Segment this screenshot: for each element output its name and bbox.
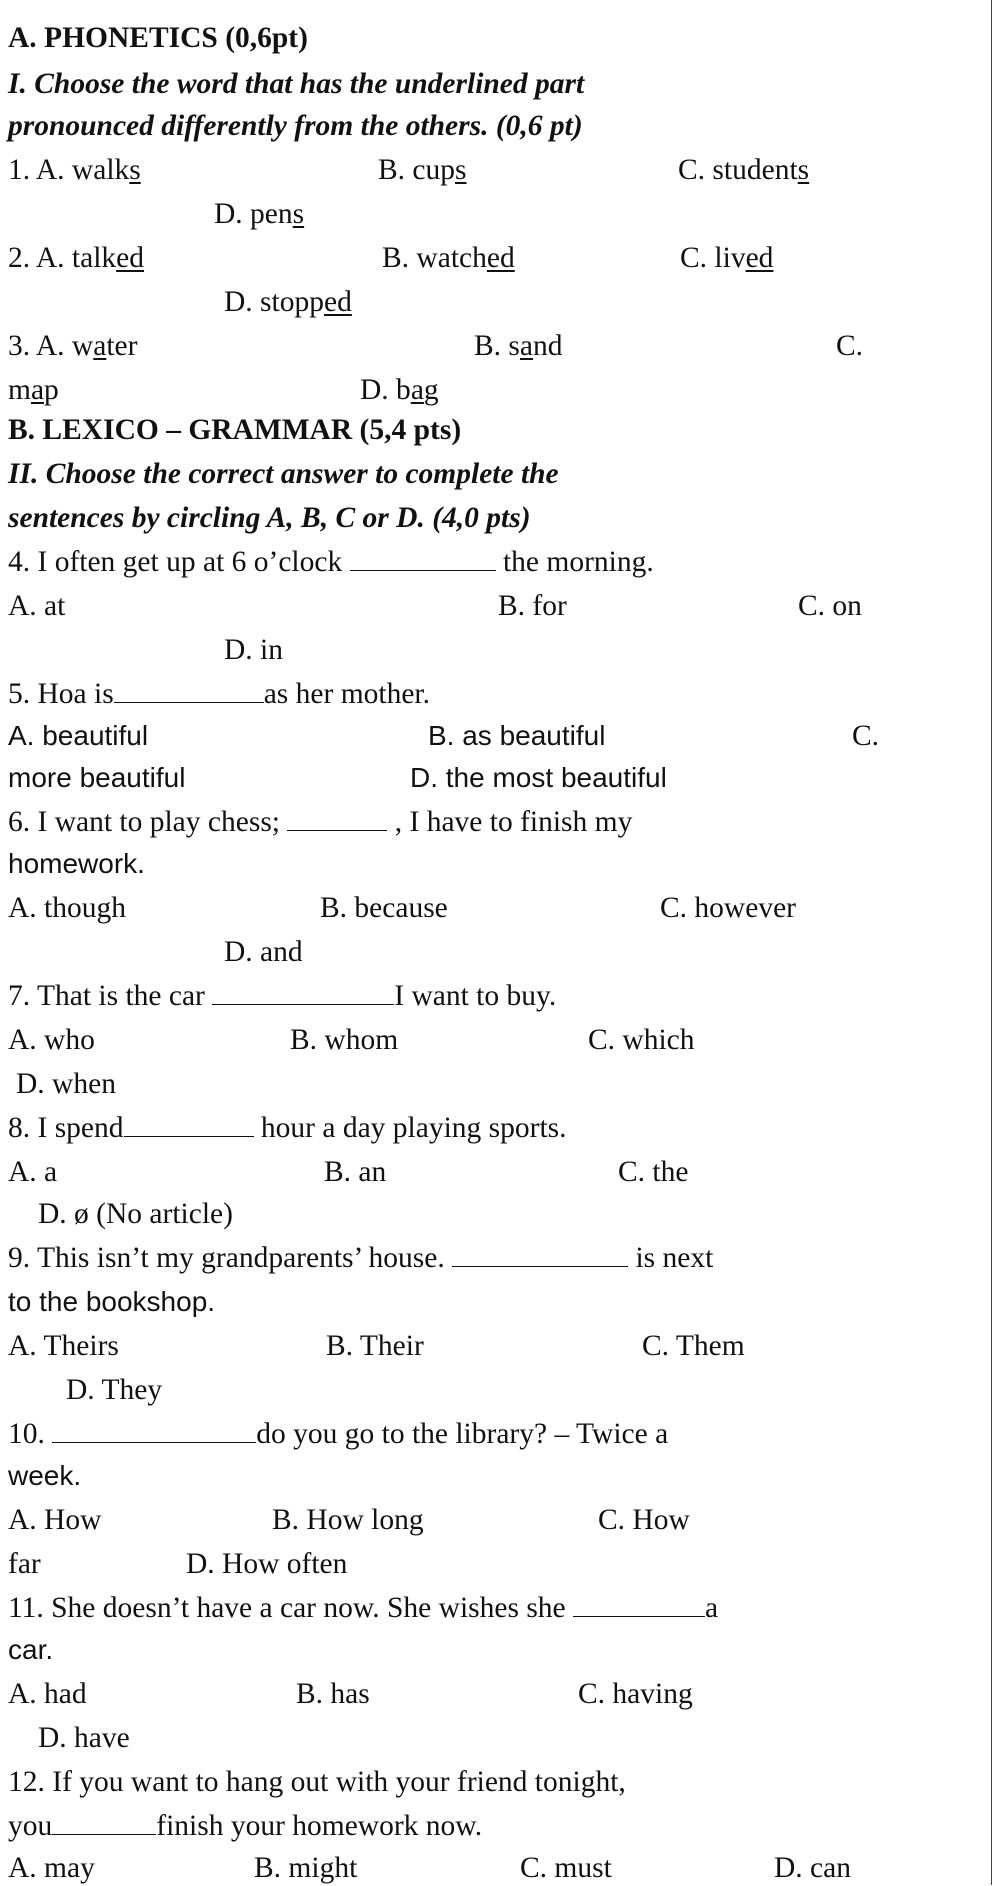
q8-option-b[interactable]: B. an xyxy=(324,1156,387,1188)
q3-option-c-word[interactable]: map xyxy=(8,374,59,406)
q10-blank[interactable] xyxy=(52,1418,256,1443)
q2-option-c[interactable]: C. lived xyxy=(680,242,774,274)
q6-option-c[interactable]: C. however xyxy=(660,892,796,924)
q6-option-b[interactable]: B. because xyxy=(320,892,448,924)
q10-stem: 10. do you go to the library? – Twice a xyxy=(8,1418,669,1450)
q12-option-a[interactable]: A. may xyxy=(8,1852,95,1884)
q7-option-b[interactable]: B. whom xyxy=(290,1024,399,1056)
q1-option-b[interactable]: B. cups xyxy=(378,154,467,186)
q7-blank[interactable] xyxy=(212,980,394,1005)
q7-option-c[interactable]: C. which xyxy=(588,1024,695,1056)
q11-stem-line2: car. xyxy=(8,1634,54,1665)
q11-blank[interactable] xyxy=(573,1592,705,1617)
q5-option-a[interactable]: A. beautiful xyxy=(8,720,149,751)
q9-stem-line2: to the bookshop. xyxy=(8,1286,216,1317)
q11-option-b[interactable]: B. has xyxy=(296,1678,370,1710)
q1-option-d[interactable]: D. pens xyxy=(214,198,305,230)
q6-option-d[interactable]: D. and xyxy=(224,936,303,968)
task2-instruction-line2: sentences by circling A, B, C or D. (4,0 pts) xyxy=(8,502,531,534)
q7-option-a[interactable]: A. who xyxy=(8,1024,95,1056)
q5-stem: 5. Hoa is as her mother. xyxy=(8,678,431,710)
task2-instruction-line1: II. Choose the correct answer to complete the xyxy=(8,458,559,490)
q3-option-a[interactable]: 3. A. water xyxy=(8,330,138,362)
q10-option-c[interactable]: C. How xyxy=(598,1504,690,1536)
q12-option-c[interactable]: C. must xyxy=(520,1852,612,1884)
q3-option-b[interactable]: B. sand xyxy=(474,330,563,362)
q1-option-c[interactable]: C. students xyxy=(678,154,810,186)
q4-option-c[interactable]: C. on xyxy=(798,590,862,622)
q11-option-d[interactable]: D. have xyxy=(38,1722,130,1754)
q12-option-b[interactable]: B. might xyxy=(254,1852,358,1884)
task1-instruction-line2: pronounced differently from the others. (0,6 pt) xyxy=(8,110,583,142)
q5-option-c-label[interactable]: C. xyxy=(852,720,880,752)
section-b-title: B. LEXICO – GRAMMAR (5,4 pts) xyxy=(8,414,462,446)
q3-option-d[interactable]: D. bag xyxy=(360,374,439,406)
q3-option-c-label[interactable]: C. xyxy=(836,330,864,362)
section-a-title: A. PHONETICS (0,6pt) xyxy=(8,22,308,54)
q9-option-c[interactable]: C. Them xyxy=(642,1330,745,1362)
q10-option-b[interactable]: B. How long xyxy=(272,1504,424,1536)
q4-option-a[interactable]: A. at xyxy=(8,590,66,622)
q2-option-b[interactable]: B. watched xyxy=(382,242,515,274)
q6-stem-line2: homework. xyxy=(8,848,145,879)
q10-option-c-continued[interactable]: far xyxy=(8,1548,41,1580)
q4-stem: 4. I often get up at 6 o’clock the morning. xyxy=(8,546,654,578)
q9-option-d[interactable]: D. They xyxy=(66,1374,163,1406)
q12-blank[interactable] xyxy=(52,1810,156,1835)
q8-blank[interactable] xyxy=(124,1112,254,1137)
q12-stem-line1: 12. If you want to hang out with your friend tonight, xyxy=(8,1766,626,1798)
q11-stem: 11. She doesn’t have a car now. She wishes she a xyxy=(8,1592,719,1624)
q11-option-a[interactable]: A. had xyxy=(8,1678,87,1710)
q6-option-a[interactable]: A. though xyxy=(8,892,126,924)
q4-option-b[interactable]: B. for xyxy=(498,590,567,622)
q8-stem: 8. I spend hour a day playing sports. xyxy=(8,1112,567,1144)
q9-blank[interactable] xyxy=(452,1242,628,1267)
q2-option-a[interactable]: 2. A. talked xyxy=(8,242,145,274)
q5-option-d[interactable]: D. the most beautiful xyxy=(410,762,667,793)
q10-stem-line2: week. xyxy=(8,1460,82,1491)
q10-option-d[interactable]: D. How often xyxy=(186,1548,348,1580)
q10-option-a[interactable]: A. How xyxy=(8,1504,102,1536)
q8-option-a[interactable]: A. a xyxy=(8,1156,58,1188)
q8-option-c[interactable]: C. the xyxy=(618,1156,689,1188)
task1-instruction-line1: I. Choose the word that has the underlined part xyxy=(8,68,585,100)
q5-blank[interactable] xyxy=(114,678,264,703)
q4-blank[interactable] xyxy=(350,546,496,571)
q8-option-d[interactable]: D. ø (No article) xyxy=(38,1198,233,1230)
q4-option-d[interactable]: D. in xyxy=(224,634,283,666)
q7-option-d[interactable]: D. when xyxy=(16,1068,116,1100)
q1-option-a[interactable]: 1. A. walks xyxy=(8,154,141,186)
q2-option-d[interactable]: D. stopped xyxy=(224,286,352,318)
q9-stem: 9. This isn’t my grandparents’ house. is next xyxy=(8,1242,714,1274)
q6-stem: 6. I want to play chess; , I have to finish my xyxy=(8,806,633,838)
q9-option-a[interactable]: A. Theirs xyxy=(8,1330,119,1362)
q9-option-b[interactable]: B. Their xyxy=(326,1330,424,1362)
q6-blank[interactable] xyxy=(287,806,387,831)
q11-option-c[interactable]: C. having xyxy=(578,1678,693,1710)
q5-option-c-text[interactable]: more beautiful xyxy=(8,762,186,793)
q12-option-d[interactable]: D. can xyxy=(774,1852,851,1884)
q7-stem: 7. That is the car I want to buy. xyxy=(8,980,557,1012)
q12-stem-line2: you finish your homework now. xyxy=(8,1810,483,1842)
q5-option-b[interactable]: B. as beautiful xyxy=(428,720,606,751)
right-border-line xyxy=(991,0,992,1885)
